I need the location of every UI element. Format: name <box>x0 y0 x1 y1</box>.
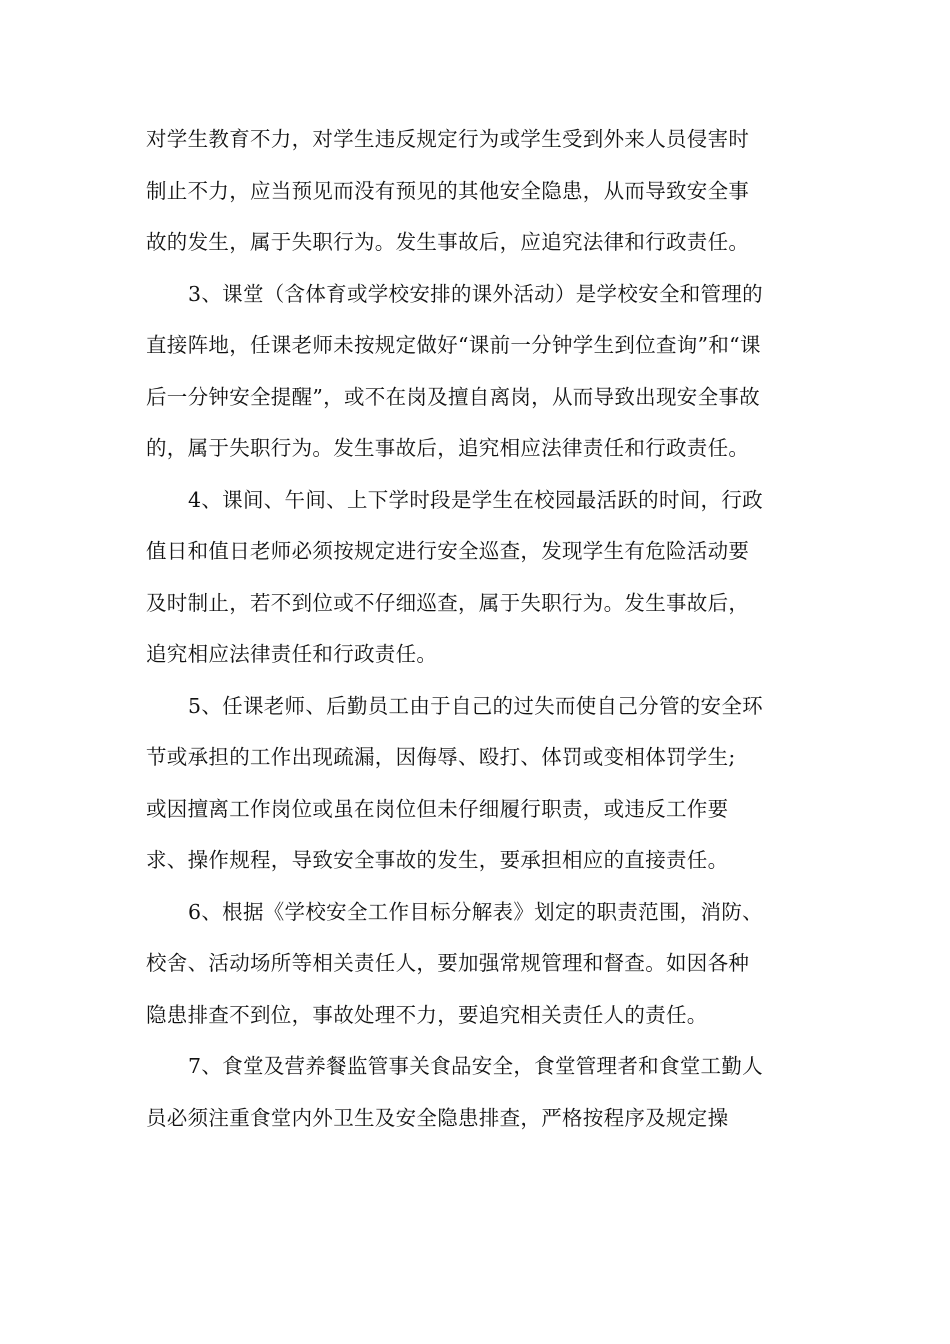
text-line: 制止不力，应当预见而没有预见的其他安全隐患，从而导致安全事 <box>146 178 750 203</box>
paragraph-first-line: 7、食堂及营养餐监管事关食品安全，食堂管理者和食堂工勤人 <box>188 1054 763 1078</box>
text-line: 后一分钟安全提醒”，或不在岗及擅自离岗，从而导致出现安全事故 <box>146 384 760 409</box>
text-line: 故的发生，属于失职行为。发生事故后，应追究法律和行政责任。 <box>146 230 750 254</box>
text-line: 的，属于失职行为。发生事故后，追究相应法律责任和行政责任。 <box>146 436 750 460</box>
text-line: 值日和值日老师必须按规定进行安全巡查，发现学生有危险活动要 <box>146 539 750 563</box>
text-line: 对学生教育不力，对学生违反规定行为或学生受到外来人员侵害时 <box>146 127 750 151</box>
document-body <box>146 114 814 1144</box>
text-line: 校舍、活动场所等相关责任人，要加强常规管理和督查。如因各种 <box>146 951 750 975</box>
text-line: 隐患排查不到位，事故处理不力，要追究相关责任人的责任。 <box>146 1002 708 1027</box>
text-line: 节或承担的工作出现疏漏，因侮辱、殴打、体罚或变相体罚学生; <box>146 745 736 769</box>
text-line: 直接阵地，任课老师未按规定做好“课前一分钟学生到位查询”和“课 <box>146 333 761 357</box>
text-line: 求、操作规程，导致安全事故的发生，要承担相应的直接责任。 <box>146 848 729 872</box>
text-line: 追究相应法律责任和行政责任。 <box>146 642 438 666</box>
paragraph-first-line: 4、课间、午间、上下学时段是学生在校园最活跃的时间，行政 <box>188 487 763 512</box>
text-line: 及时制止，若不到位或不仔细巡查，属于失职行为。发生事故后， <box>146 590 750 615</box>
text-line: 员必须注重食堂内外卫生及安全隐患排查，严格按程序及规定操 <box>146 1105 729 1130</box>
text-line: 或因擅离工作岗位或虽在岗位但未仔细履行职责，或违反工作要 <box>146 796 729 821</box>
paragraph-first-line: 3、课堂（含体育或学校安排的课外活动）是学校安全和管理的 <box>188 281 763 306</box>
paragraph-first-line: 6、根据《学校安全工作目标分解表》划定的职责范围，消防、 <box>188 899 763 924</box>
paragraph-first-line: 5、任课老师、后勤员工由于自己的过失而使自己分管的安全环 <box>188 693 763 718</box>
